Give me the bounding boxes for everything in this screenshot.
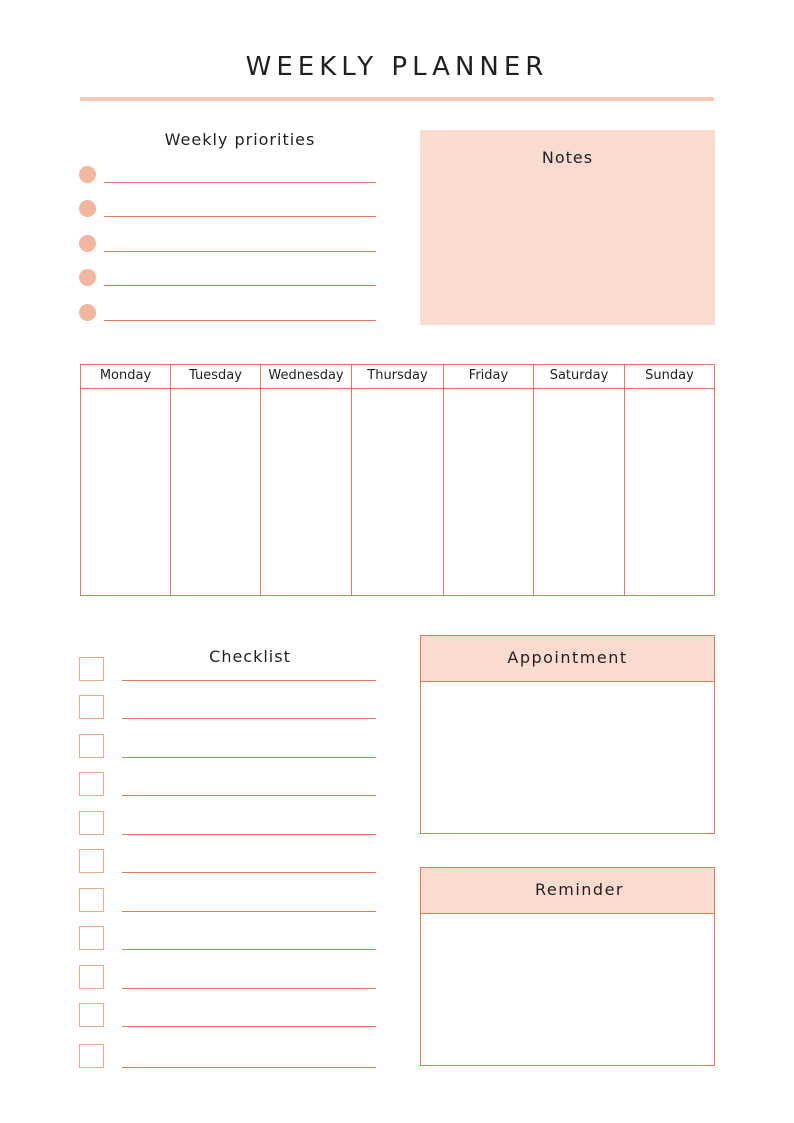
checklist-write-line[interactable] [122,795,376,796]
title-divider [80,97,714,101]
checklist-write-line[interactable] [122,949,376,950]
bullet-dot-icon [79,166,96,183]
checklist-heading: Checklist [209,647,291,666]
appointment-panel [420,635,715,834]
checklist-item[interactable] [79,965,377,991]
priorities-heading: Weekly priorities [164,130,316,149]
checklist-write-line[interactable] [122,834,376,835]
checklist-write-line[interactable] [122,718,376,719]
notes-box[interactable] [420,130,715,325]
priority-write-line[interactable] [104,320,376,321]
checkbox[interactable] [79,926,104,950]
reminder-heading: Reminder [421,868,714,914]
week-grid [80,364,715,596]
priority-item[interactable] [79,166,377,186]
reminder-body[interactable] [421,914,714,1063]
checklist-item[interactable] [79,772,377,798]
priority-write-line[interactable] [104,182,376,183]
day-header: Tuesday [171,365,260,389]
day-header: Saturday [534,365,624,389]
checklist-write-line[interactable] [122,1026,376,1027]
day-column-sunday [625,365,714,595]
priority-item[interactable] [79,200,377,220]
day-cell[interactable] [444,389,533,594]
day-header: Monday [81,365,170,389]
checklist-item[interactable] [79,926,377,952]
bullet-dot-icon [79,200,96,217]
priority-write-line[interactable] [104,285,376,286]
day-column-wednesday [261,365,352,595]
checklist-item[interactable] [79,811,377,837]
checklist-item[interactable] [79,1044,377,1070]
checkbox[interactable] [79,734,104,758]
bullet-dot-icon [79,269,96,286]
day-cell[interactable] [625,389,714,594]
checkbox[interactable] [79,1044,104,1068]
checklist-item[interactable] [79,888,377,914]
checklist-item[interactable] [79,695,377,721]
checklist-write-line[interactable] [122,757,376,758]
priority-item[interactable] [79,304,377,324]
priority-item[interactable] [79,269,377,289]
checkbox[interactable] [79,888,104,912]
priority-item[interactable] [79,235,377,255]
checklist-write-line[interactable] [122,872,376,873]
checklist-write-line[interactable] [122,1067,376,1068]
day-cell[interactable] [261,389,351,594]
priority-write-line[interactable] [104,251,376,252]
priority-write-line[interactable] [104,216,376,217]
day-header: Sunday [625,365,714,389]
notes-heading: Notes [541,148,594,167]
checkbox[interactable] [79,965,104,989]
bullet-dot-icon [79,304,96,321]
day-header: Friday [444,365,533,389]
day-column-friday [444,365,534,595]
checkbox[interactable] [79,657,104,681]
checklist-write-line[interactable] [122,680,376,681]
page-title: WEEKLY PLANNER [245,52,549,82]
checkbox[interactable] [79,849,104,873]
day-header: Thursday [352,365,443,389]
day-column-tuesday [171,365,261,595]
checklist-item[interactable] [79,1003,377,1029]
bullet-dot-icon [79,235,96,252]
appointment-body[interactable] [421,682,714,831]
checkbox[interactable] [79,811,104,835]
day-column-monday [81,365,171,595]
day-cell[interactable] [534,389,624,594]
day-column-saturday [534,365,625,595]
day-column-thursday [352,365,444,595]
day-header: Wednesday [261,365,351,389]
day-cell[interactable] [352,389,443,594]
day-cell[interactable] [81,389,170,594]
checkbox[interactable] [79,772,104,796]
day-cell[interactable] [171,389,260,594]
checkbox[interactable] [79,1003,104,1027]
checkbox[interactable] [79,695,104,719]
appointment-heading: Appointment [421,636,714,682]
checklist-item[interactable] [79,657,377,683]
reminder-panel [420,867,715,1066]
checklist-item[interactable] [79,734,377,760]
checklist-item[interactable] [79,849,377,875]
checklist-write-line[interactable] [122,988,376,989]
checklist-write-line[interactable] [122,911,376,912]
